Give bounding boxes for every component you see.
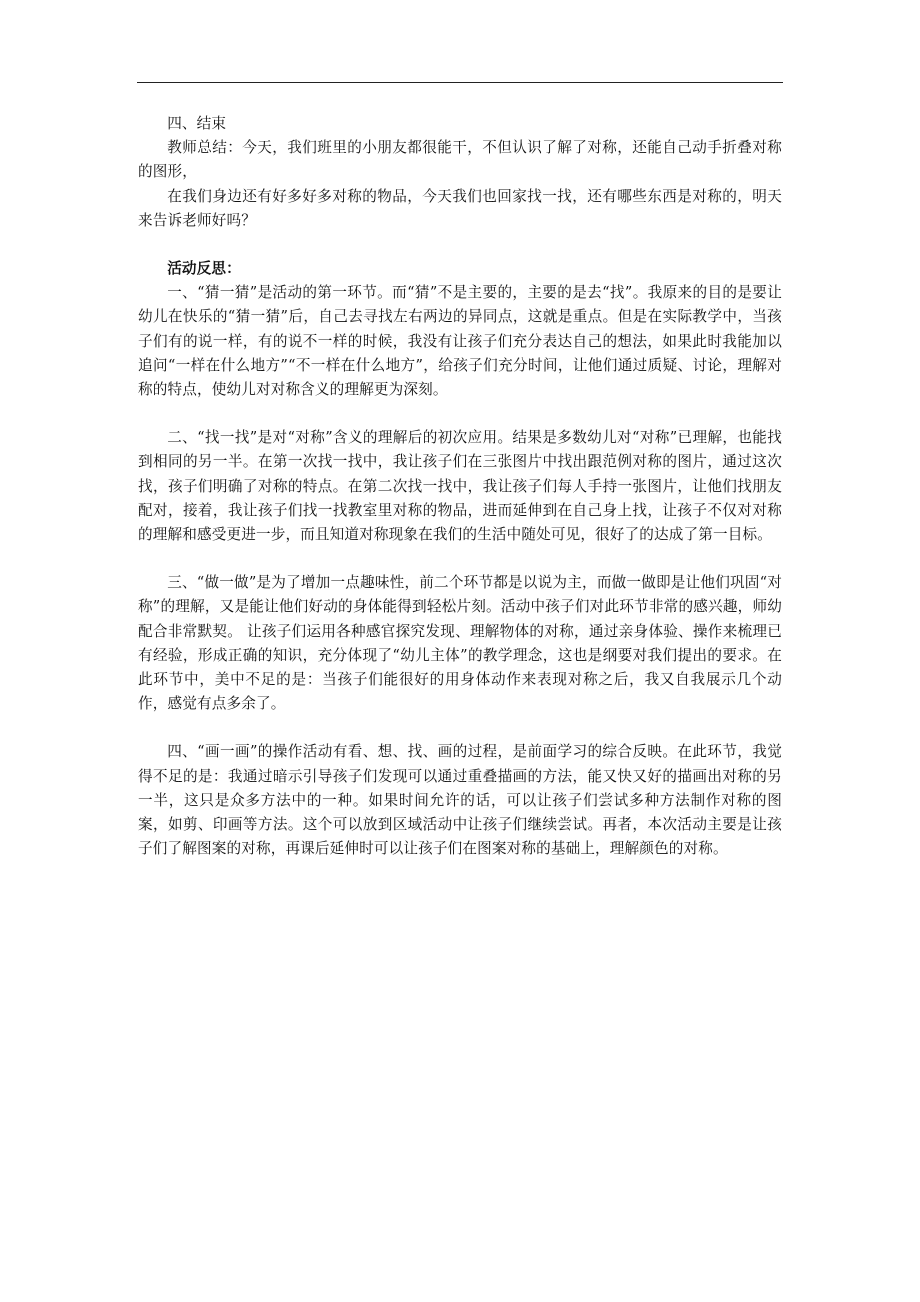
reflection-paragraph: 三、“做一做”是为了增加一点趣味性，前二个环节都是以说为主，而做一做即是让他们巩固“对称”的理解，又是能让他们好动的身体能得到轻松片刻。活动中孩子们对此环节非常的感兴趣，师幼配合非常默契。 让孩子们运用各种感官探究发现、理解物体的对称，通过亲身体验、操作来梳理已有经验，形成正确的知识，充分体现了“幼儿主体”的教学理念，这也是纲要对我们提出的要求。在此环节中，美中不足的是：当孩子们能很好的用身体动作来表现对称之后，我又自我展示几个动作，感觉有点多余了。 [138, 574, 782, 713]
closing-paragraph: 在我们身边还有好多好多对称的物品，今天我们也回家找一找，还有哪些东西是对称的，明天来告诉老师好吗？ [138, 187, 782, 229]
header-rule [137, 82, 783, 83]
teacher-summary-paragraph: 教师总结：今天，我们班里的小朋友都很能干，不但认识了解了对称，还能自己动手折叠对称的图形， [138, 139, 782, 181]
reflection-paragraph: 四、“画一画”的操作活动有看、想、找、画的过程，是前面学习的综合反映。在此环节，我觉得不足的是：我通过暗示引导孩子们发现可以通过重叠描画的方法，能又快又好的描画出对称的另一半，这只是众多方法中的一种。如果时间允许的话，可以让孩子们尝试多种方法制作对称的图案，如剪、印画等方法。这个可以放到区域活动中让孩子们继续尝试。再者，本次活动主要是让孩子们了解图案的对称，再课后延伸时可以让孩子们在图案对称的基础上，理解颜色的对称。 [138, 743, 782, 858]
document-body [138, 112, 782, 861]
reflection-paragraph: 二、“找一找”是对“对称”含义的理解后的初次应用。结果是多数幼儿对“对称”已理解，也能找到相同的另一半。在第一次找一找中，我让孩子们在三张图片中找出跟范例对称的图片，通过这次找，孩子们明确了对称的特点。在第二次找一找中，我让孩子们每人手持一张图片，让他们找朋友配对，接着，我让孩子们找一找教室里对称的物品，进而延伸到在自己身上找，让孩子不仅对对称的理解和感受更进一步，而且知道对称现象在我们的生活中随处可见，很好了的达成了第一目标。 [138, 429, 782, 544]
reflection-heading: 活动反思： [167, 260, 241, 278]
reflection-paragraph: 一、“猜一猜”是活动的第一环节。而“猜”不是主要的，主要的是去“找”。我原来的目的是要让幼儿在快乐的“猜一猜”后，自己去寻找左右两边的异同点，这就是重点。但是在实际教学中，当孩子们有的说一样，有的说不一样的时候，我没有让孩子们充分表达自己的想法，如果此时我能加以追问“一样在什么地方”“不一样在什么地方”，给孩子们充分时间，让他们通过质疑、讨论，理解对称的特点，使幼儿对对称含义的理解更为深刻。 [138, 284, 782, 399]
section-heading-end: 四、结束 [167, 115, 227, 132]
